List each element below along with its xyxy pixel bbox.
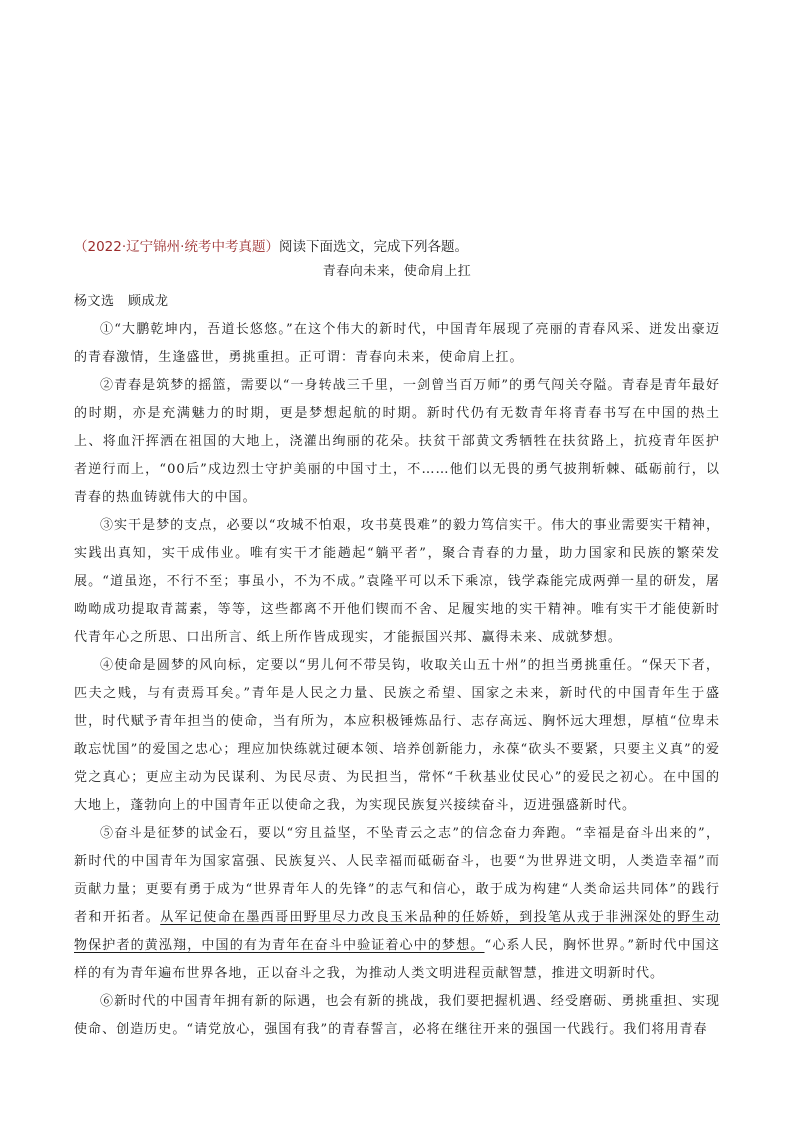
paragraph-1: ①“大鹏乾坤内，吾道长悠悠。”在这个伟大的新时代，中国青年展现了亮丽的青春风采、迸发出豪迈的青春激情，生逢盛世，勇挑重担。正可谓：青春向未来，使命肩上扛。 — [74, 322, 720, 365]
paragraph-2: ②青春是筑梦的摇篮，需要以“一身转战三千里，一剑曾当百万师”的勇气闯关夺隘。青春是青年最好的时期，亦是充满魅力的时期，更是梦想起航的时期。新时代仍有无数青年将青春书写在中国的热土上、将血汗挥洒在祖国的大地上，浇灌出绚丽的花朵。扶贫干部黄文秀牺牲在扶贫路上，抗疫青年医护者逆行而上，“00后”戍边烈士守护美丽的中国寸土，不……他们以无畏的勇气披荆斩棘、砥砺前行，以青春的热血铸就伟大的中国。 — [74, 378, 720, 505]
question-source: （2022·辽宁锦州·统考中考真题） — [74, 239, 279, 255]
question-header — [74, 236, 720, 258]
paragraph-5 — [74, 820, 720, 988]
paragraph-4: ④使命是圆梦的风向标，定要以“男儿何不带吴钩，收取关山五十州”的担当勇挑重任。“保天下者，匹夫之贱，与有责焉耳矣。”青年是人民之力量、民族之希望、国家之未来，新时代的中国青年生于盛世，时代赋予青年担当的使命，当有所为，本应积极锤炼品行、志存高远、胸怀远大理想，厚植“位卑未敢忘忧国”的爱国之忠心；理应加快练就过硬本领、培养创新能力，永葆“砍头不要紧，只要主义真”的爱党之真心；更应主动为民谋利、为民尽责、为民担当，常怀“千秋基业仗民心”的爱民之初心。在中国的大地上，蓬勃向上的中国青年正以使命之我，为实现民族复兴接续奋斗，迈进强盛新时代。 — [74, 658, 720, 813]
question-instruction: 阅读下面选文，完成下列各题。 — [278, 239, 468, 255]
article-authors: 杨文选 顾成龙 — [74, 294, 169, 309]
paragraph-6: ⑥新时代的中国青年拥有新的际遇，也会有新的挑战，我们要把握机遇、经受磨砺、勇挑重担、实现使命、创造历史。“请党放心，强国有我”的青春誓言，必将在继往开来的强国一代践行。我们将用青春 — [74, 994, 720, 1037]
paragraph-5-underlined-sentence: 从军记使命在墨西哥田野里尽力改良玉米品种的任娇娇，到投笔从戎于非洲深处的野生动物保护者的黄泓翔，中国的有为青年在奋斗中验证着心中的梦想。 — [74, 910, 720, 953]
paragraph-3: ③实干是梦的支点，必要以“攻城不怕艰，攻书莫畏难”的毅力笃信实干。伟大的事业需要实干精神，实践出真知，实干成伟业。唯有实干才能趟起“躺平者”，聚合青春的力量，助力国家和民族的繁荣发展。“道虽迩，不行不至；事虽小，不为不成。”袁隆平可以禾下乘凉，钱学森能完成两弹一星的研发，屠呦呦成功提取青蒿素，等等，这些都离不开他们锲而不舍、足履实地的实干精神。唯有实干才能使新时代青年心之所思、口出所言、纸上所作皆成现实，才能振国兴邦、赢得未来、成就梦想。 — [74, 518, 720, 645]
paragraph-5-text-before: ⑤奋斗是征梦的试金石，要以“穷且益坚，不坠青云之志”的信念奋力奔跑。“幸福是奋斗出来的”，新时代的中国青年为国家富强、民族复兴、人民幸福而砥砺奋斗，也要“为世界进文明，人类造幸福”而贡献力量；更要有勇于成为“世界青年人的先锋”的志气和信心，敢于成为构建“人类命运共同体”的践行者和开拓者。 — [74, 826, 720, 925]
paragraph-5-text-after: “心系人民，胸怀世界。”新时代中国这样的有为青年遍布世界各地，正以奋斗之我，为推动人类文明进程贡献智慧，推进文明新时代。 — [74, 938, 720, 981]
article-title: 青春向未来，使命肩上扛 — [322, 264, 472, 279]
document-content — [74, 236, 720, 1044]
